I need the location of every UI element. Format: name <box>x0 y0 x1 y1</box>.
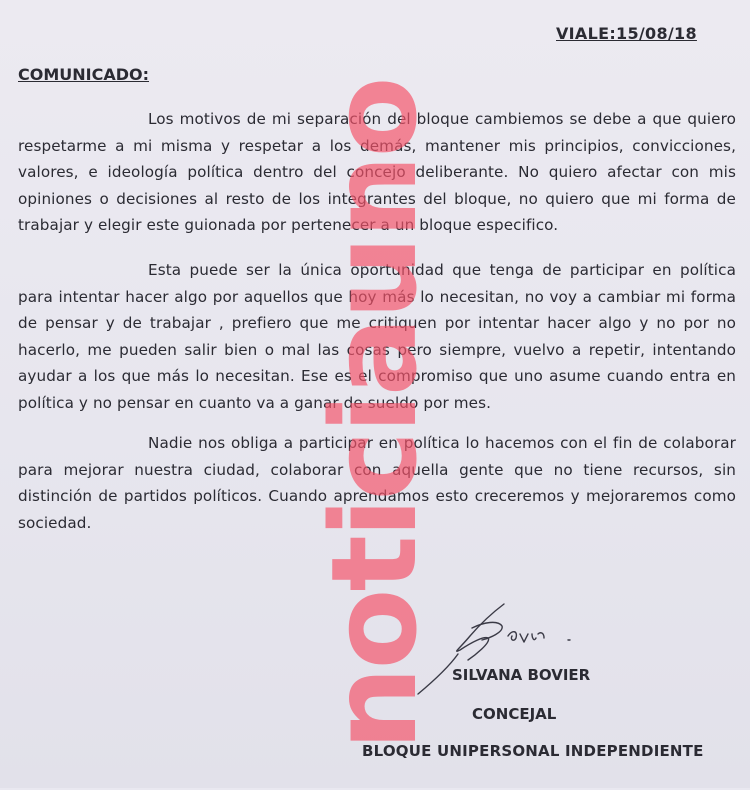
letter-date: VIALE:15/08/18 <box>556 24 697 43</box>
letter-heading: COMUNICADO: <box>18 65 150 84</box>
paragraph-3: Nadie nos obliga a participar en política lo hacemos con el fin de colaborar para mejorar nuestra ciudad, colaborar con aquella gente que no tiene recursos, sin distinción de partidos políticos. Cuando aprendamos esto creceremos y mejoraremos como sociedad. <box>18 434 736 532</box>
paragraph-2: Esta puede ser la única oportunidad que tenga de participar en política para intentar hacer algo por aquellos que hoy más lo necesitan, no voy a cambiar mi forma de pensar y de trabajar , prefiero que me critiquen por intentar hacer algo y no por no hacerlo, me pueden salir bien o mal las cosas pero siempre, vuelvo a repetir, intentando ayudar a los que más lo necesitan. Ese es el compromiso que uno asume cuando entra en política y no pensar en cuanto va a ganar de sueldo por mes. <box>18 261 736 412</box>
signatory-name: SILVANA BOVIER <box>452 666 591 684</box>
paragraph-1: Los motivos de mi separación del bloque cambiemos se debe a que quiero respetarme a mi misma y respetar a los demás, mantener mis principios, convicciones, valores, e ideología política dentro del concejo deliberante. No quiero afectar con mis opiniones o decisiones al resto de los integrantes del bloque, no quiero que mi forma de trabajar y elegir este guionada por pertenecer a un bloque especifico. <box>18 110 736 234</box>
signatory-role: CONCEJAL <box>472 705 557 723</box>
watermark-text: noticiauno <box>305 79 443 751</box>
signatory-bloc: BLOQUE UNIPERSONAL INDEPENDIENTE <box>362 742 704 760</box>
